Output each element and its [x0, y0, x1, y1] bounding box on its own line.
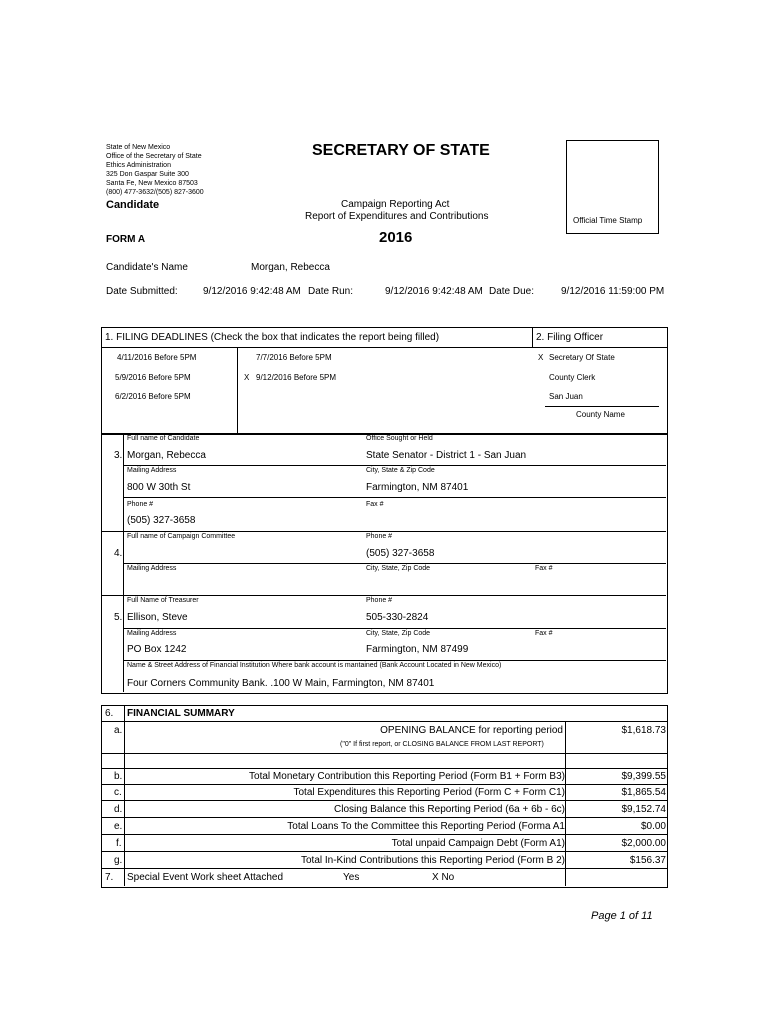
deadline-option[interactable]: 7/7/2016 Before 5PM [256, 353, 332, 362]
section-5-number: 5. [114, 612, 123, 623]
deadline-option[interactable]: 6/2/2016 Before 5PM [115, 392, 191, 401]
officer-option[interactable]: Secretary Of State [549, 353, 615, 362]
committee-city-label: City, State, Zip Code [366, 565, 431, 572]
summary-value: $9,399.55 [621, 771, 666, 782]
address-line: Office of the Secretary of State [106, 153, 202, 160]
candidate-name-label: Candidate's Name [106, 262, 188, 273]
mailing-address-label: Mailing Address [127, 467, 177, 474]
city-value: Farmington, NM 87401 [366, 482, 469, 493]
deadline-option[interactable]: 4/11/2016 Before 5PM [117, 353, 197, 362]
report-year: 2016 [379, 229, 413, 246]
summary-letter: f. [116, 838, 122, 849]
form-label: FORM A [106, 234, 146, 245]
filing-deadlines-heading: 1. FILING DEADLINES (Check the box that indicates the report being filled) [105, 332, 440, 343]
address-line: Ethics Administration [106, 162, 171, 169]
mailing-address: 800 W 30th St [127, 482, 191, 493]
summary-value: $9,152.74 [621, 804, 666, 815]
summary-label: Total Monetary Contribution this Reporting Period (Form B1 + Form B3) [249, 771, 565, 782]
office-value: State Senator - District 1 - San Juan [366, 450, 527, 461]
treasurer-label: Full Name of Treasurer [127, 597, 199, 604]
special-event-label: Special Event Work sheet Attached [127, 872, 284, 883]
treasurer-name: Ellison, Steve [127, 612, 188, 623]
office-label: Office Sought or Held [366, 435, 433, 442]
act-line-1: Campaign Reporting Act [341, 199, 450, 210]
summary-label: OPENING BALANCE for reporting period [380, 725, 563, 736]
treasurer-city-label: City, State, Zip Code [366, 630, 431, 637]
committee-mail-label: Mailing Address [127, 565, 177, 572]
date-run-value: 9/12/2016 9:42:48 AM [385, 286, 483, 297]
section-3-number: 3. [114, 450, 123, 461]
section-6-number: 6. [105, 708, 114, 719]
date-due-label: Date Due: [489, 286, 535, 297]
county-value: San Juan [549, 392, 583, 401]
summary-value: $1,618.73 [621, 725, 666, 736]
date-submitted-label: Date Submitted: [106, 286, 178, 297]
deadline-check-mark[interactable]: X [244, 373, 250, 382]
treasurer-mail: PO Box 1242 [127, 644, 187, 655]
phone-label: Phone # [127, 501, 154, 508]
summary-letter: d. [114, 804, 123, 815]
opening-balance-note: ("0" If first report, or CLOSING BALANCE FROM LAST REPORT) [340, 741, 544, 748]
summary-value: $2,000.00 [621, 838, 666, 849]
summary-letter: g. [114, 855, 123, 866]
candidate-label: Candidate [106, 199, 160, 211]
deadline-option[interactable]: 9/12/2016 Before 5PM [256, 373, 337, 382]
bank-value: Four Corners Community Bank. .100 W Main, Farmington, NM 87401 [127, 678, 435, 689]
summary-value: $1,865.54 [621, 787, 666, 798]
bank-label: Name & Street Address of Financial Institution Where bank account is mantained (Bank Account Located in New Mexico) [127, 662, 502, 669]
summary-label: Total In-Kind Contributions this Reporting Period (Form B 2) [300, 855, 565, 866]
act-line-2: Report of Expenditures and Contributions [305, 211, 489, 222]
treasurer-phone-label: Phone # [366, 597, 393, 604]
treasurer-fax-label: Fax # [535, 630, 553, 637]
city-label: City, State & Zip Code [366, 467, 435, 474]
summary-letter: c. [114, 787, 122, 798]
summary-letter: e. [114, 821, 123, 832]
treasurer-mail-label: Mailing Address [127, 630, 177, 637]
section-7-number: 7. [105, 872, 114, 883]
summary-label: Total Loans To the Committee this Reporting Period (Forma A1 [287, 821, 565, 832]
fax-label: Fax # [366, 501, 384, 508]
address-line: State of New Mexico [106, 144, 171, 151]
treasurer-city: Farmington, NM 87499 [366, 644, 469, 655]
committee-phone: (505) 327-3658 [366, 548, 435, 559]
time-stamp-label: Official Time Stamp [573, 216, 643, 225]
officer-option[interactable]: County Clerk [549, 373, 596, 382]
address-line: (800) 477-3632/(505) 827-3600 [106, 189, 204, 196]
phone-value: (505) 327-3658 [127, 515, 196, 526]
section-4-number: 4. [114, 548, 123, 559]
committee-phone-label: Phone # [366, 533, 393, 540]
summary-heading: FINANCIAL SUMMARY [127, 708, 235, 719]
address-line: Santa Fe, New Mexico 87503 [106, 180, 198, 187]
candidate-full-name-label: Full name of Candidate [127, 435, 200, 442]
summary-value: $156.37 [629, 855, 666, 866]
special-event-yes[interactable]: Yes [343, 872, 360, 883]
date-due-value: 9/12/2016 11:59:00 PM [561, 286, 665, 297]
committee-fax-label: Fax # [535, 565, 553, 572]
office-address [106, 143, 204, 197]
committee-name-label: Full name of Campaign Committee [127, 533, 236, 540]
summary-label: Closing Balance this Reporting Period (6a + 6b - 6c) [334, 804, 565, 815]
summary-value: $0.00 [640, 821, 666, 832]
address-line: 325 Don Gaspar Suite 300 [106, 171, 189, 178]
candidate-full-name: Morgan, Rebecca [127, 450, 206, 461]
deadline-option[interactable]: 5/9/2016 Before 5PM [115, 373, 191, 382]
date-submitted-value: 9/12/2016 9:42:48 AM [203, 286, 301, 297]
summary-label: Total unpaid Campaign Debt (Form A1) [391, 838, 565, 849]
officer-check-mark[interactable]: X [538, 353, 544, 362]
filing-officer-heading: 2. Filing Officer [536, 332, 604, 343]
page-number: Page 1 of 11 [591, 910, 653, 922]
summary-label: Total Expenditures this Reporting Period (Form C + Form C1) [293, 787, 565, 798]
date-run-label: Date Run: [308, 286, 354, 297]
treasurer-phone: 505-330-2824 [366, 612, 429, 623]
summary-letter: a. [114, 725, 123, 736]
county-label: County Name [576, 410, 625, 419]
summary-letter: b. [114, 771, 123, 782]
page-title: SECRETARY OF STATE [312, 142, 490, 159]
special-event-no[interactable]: X No [432, 872, 455, 883]
candidate-name-value: Morgan, Rebecca [251, 262, 330, 273]
